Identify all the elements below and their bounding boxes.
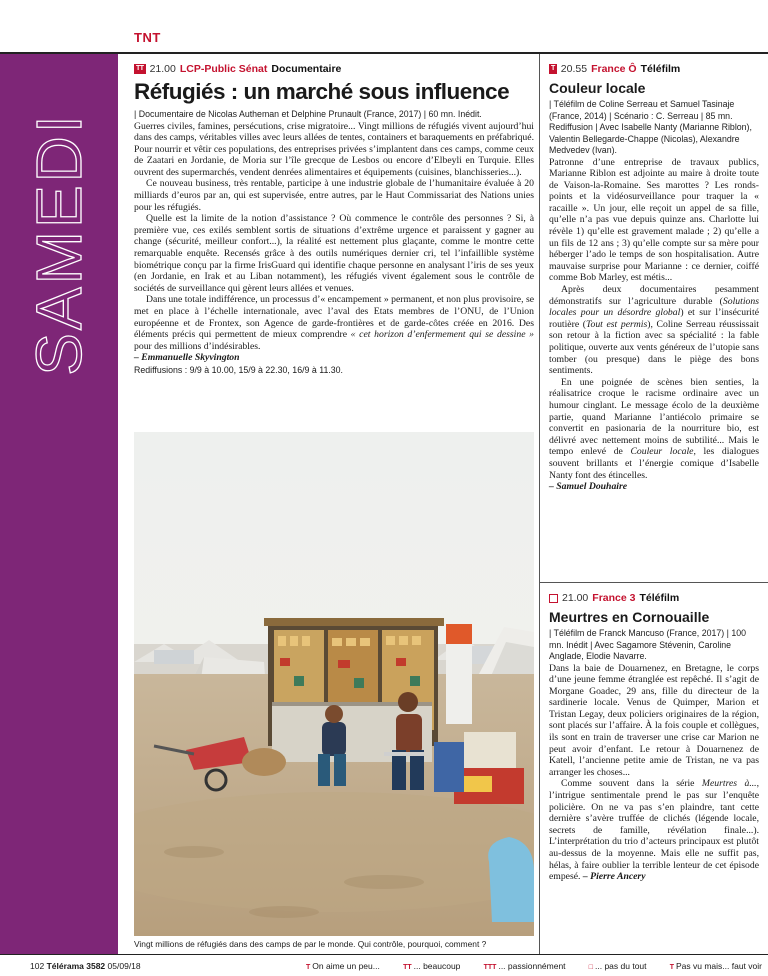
main-meta <box>134 62 534 76</box>
broadcast-time: 21.00 <box>149 63 176 75</box>
legend-item: T On aime un peu... <box>306 961 380 971</box>
rating-badge: TT <box>136 65 144 72</box>
legend-item: □ ... pas du tout <box>588 961 647 971</box>
side2-credits: | Téléfilm de Franck Mancuso (France, 2017) | 100 mn. Inédit | Avec Sagamore Stévenin, Caroline Anglade, Elodie Navarre. <box>549 628 747 661</box>
side2-body <box>549 663 759 884</box>
side1-credits: | Téléfilm de Coline Serreau et Samuel Tasinaje (France, 2014) | Scénario : C. Serreau | 85 mn. Rediffusion | Avec Isabelle Nanty (Marianne Riblon), Valentin Bellegarde-Chappe (Nicolas), Alexandre Medvedev (Ivan). <box>549 99 752 155</box>
article-paragraph: Quelle est la limite de la notion d’assistance ? Où commence le contrôle des personnes ? Si, à première vue, ces exilés semblent sortis de situations d’extrême urgence et paraissent y gagner au change (sécurité, meilleur confort...), la réalité est nettement plus glaçante, comme le montre cette remarquable enquête. Recensés grâce à des outils numériques dernier cri, tel l’infaillible système biométrique conçu par la firme IrisGuard qui identifie chaque personne en analysant l’iris de ses yeux (en Jordanie, en Irak et au Liban notamment), les réfugiés vivent également sous le contrôle de sociétés de surveillance qui gèrent leurs allées et venues. <box>134 213 534 294</box>
article-byline: – Emmanuelle Skyvington <box>134 352 240 364</box>
legend-item: TT ... beaucoup <box>403 961 461 971</box>
side1-paragraph: En une poignée de scènes bien senties, la réalisatrice croque le racisme ordinaire avec un humour cinglant. Le message écolo de la deuxième partie, quand Marianne l’antiécolo primaire se convertit en pasionaria de la nourriture bio, est délivré avec nettement moins de subtilité... Mais le tempo enlevé de Couleur locale, les dialogues souvent brillants et l’énergie comique d’Isabelle Nanty font des étincelles. <box>549 376 759 481</box>
side-article-2 <box>549 591 759 883</box>
side2-meta <box>549 591 759 605</box>
side1-byline: – Samuel Douhaire <box>549 481 628 493</box>
page-folio <box>30 961 141 971</box>
channel-name: LCP-Public Sénat <box>179 63 268 75</box>
broadcast-time: 21.00 <box>562 592 589 604</box>
day-label: SAMEDI <box>23 112 95 376</box>
legend-item: T Pas vu mais... faut voir <box>669 961 762 971</box>
side-article-1 <box>549 62 759 493</box>
legend-item: TTT ... passionnément <box>483 961 566 971</box>
broadcast-time: 20.55 <box>560 63 588 75</box>
side2-title: Meurtres en Cornouaille <box>549 609 710 625</box>
section-label: TNT <box>134 30 161 45</box>
article-photo <box>134 432 534 936</box>
article-body <box>134 121 534 353</box>
program-genre: Téléfilm <box>639 592 680 604</box>
program-genre: Téléfilm <box>640 63 681 75</box>
side2-paragraph: Comme souvent dans la série Meurtres à..., l’intrigue sentimentale prend le pas sur l’enquête policière. On ne va pas s’en plaindre, tant cette dernière s’avère truffée de clichés (légende locale, secrets de famille, révélation finale...). L’interprétation du trio d’acteurs principaux est plutôt au-dessus de la moyenne. Mais elle ne suffit pas, hélas, à faire oublier la terrible lenteur de cet épisode empesé. – Pierre Ancery <box>549 778 760 883</box>
side1-body <box>549 157 759 482</box>
main-article <box>134 62 534 377</box>
rating-legend <box>306 961 762 971</box>
article-paragraph: Guerres civiles, famines, persécutions, crise migratoire... Vingt millions de réfugiés vivent aujourd’hui dans des camps, véritables villes avec leurs allées de tentes, containers et baraquements en préfabriqué. Pour nourrir et vêtir ces populations, des entreprises privées s’implantent dans ces camps, comme ceux de Zaatari en Jordanie, de Moria sur l’île grecque de Lesbos ou encore d’Elbeyli en Turquie. Elles ouvrent des supermarchés, vendent denrées alimentaires et équipements (cuisines, blanchisseries...). <box>134 120 534 178</box>
rating-badge: T <box>551 65 555 72</box>
article-paragraph: Dans une totale indifférence, un processus d’« encampement » permanent, et non plus provisoire, se met en place à l’échelle internationale, avec l’aval des Etats membres de l’ONU, de l’Union européenne et de Frontex, son Agence de garde-frontières et de garde-côtes créée en 2016. Des éléments précis qui permettent de mieux comprendre « cet horizon d’enfermement qui se dessine » pour des millions d’indésirables. <box>134 294 535 352</box>
reruns-info: Rediffusions : 9/9 à 10.00, 15/9 à 22.30, 16/9 à 11.30. <box>134 365 344 376</box>
channel-name: France Ô <box>591 63 637 75</box>
article-paragraph: Ce nouveau business, très rentable, participe à une industrie globale de l’humanitaire évaluée à 20 milliards d’euros par an, qui est supervisée, entre autres, par le Haut Commissariat des Nations unies pour les réfugiés. <box>134 178 534 213</box>
side1-paragraph: Patronne d’une entreprise de travaux publics, Marianne Riblon est adjointe au maire à droite toute de Vaison-la-Romaine. Ses marottes ? Les ronds-points et la vidéosurveillance pour traquer la « racaille ». Un jour, elle reçoit un appel de sa fille, qu’elle n’a pas vue depuis quinze ans. Charlotte lui révèle 1) qu’elle est gravement malade ; 2) qu’elle a un fils de 12 ans ; 3) qu’elle compte sur sa mère pour héberger l’ado le temps de son hospitalisation. Autre mauvaise surprise pour Marianne : ce dernier, coiffé comme Bob Marley, est métis... <box>549 156 759 284</box>
day-sidebar <box>0 54 118 954</box>
page-number: 102 <box>30 961 45 971</box>
article-credits: | Documentaire de Nicolas Autheman et Delphine Prunault (France, 2017) | 60 mn. Inédit. <box>134 109 482 119</box>
footer-rule <box>0 954 768 955</box>
magazine-issue: Télérama 3582 <box>46 961 106 971</box>
side2-paragraph: Dans la baie de Douarnenez, en Bretagne, le corps d’une jeune femme étranglée est repêché. Il s’agit de Morgane Goadec, 29 ans, fille du directeur de la sardinerie locale. Venus de Quimper, Marion et Tristan Legay, deux policiers originaires de la région, sont placés sur l’affaire. À la fois couple et collègues, ils sont en train de traverser une crise car Marion ne peut avoir d’enfant. Le retour à Douarnenez de Katell, l’ancienne petite amie de Tristan, ne va pas arranger les choses... <box>549 662 759 778</box>
program-genre: Documentaire <box>271 63 342 75</box>
right-column-divider <box>540 582 768 583</box>
side1-title: Couleur locale <box>549 80 646 96</box>
article-title: Réfugiés : un marché sous influence <box>134 79 510 104</box>
channel-name: France 3 <box>592 592 636 604</box>
side1-meta <box>549 62 759 76</box>
side1-paragraph: Après deux documentaires pesamment démonstratifs sur l’agriculture durable (Solutions locales pour un désordre global) et sur l’insécurité routière (Tout est permis), Coline Serreau réussissait son retour à la fiction avec sa spécialité : la fable politique, ouverte aux vents généreux de l’utopie sans tomber (ou presque) dans le piège des bons sentiments. <box>549 284 760 377</box>
photo-caption: Vingt millions de réfugiés dans des camps de par le monde. Qui contrôle, pourquoi, comment ? <box>134 939 487 949</box>
column-divider <box>539 54 540 954</box>
issue-date: 05/09/18 <box>107 961 141 971</box>
rating-badge-empty <box>549 594 558 603</box>
